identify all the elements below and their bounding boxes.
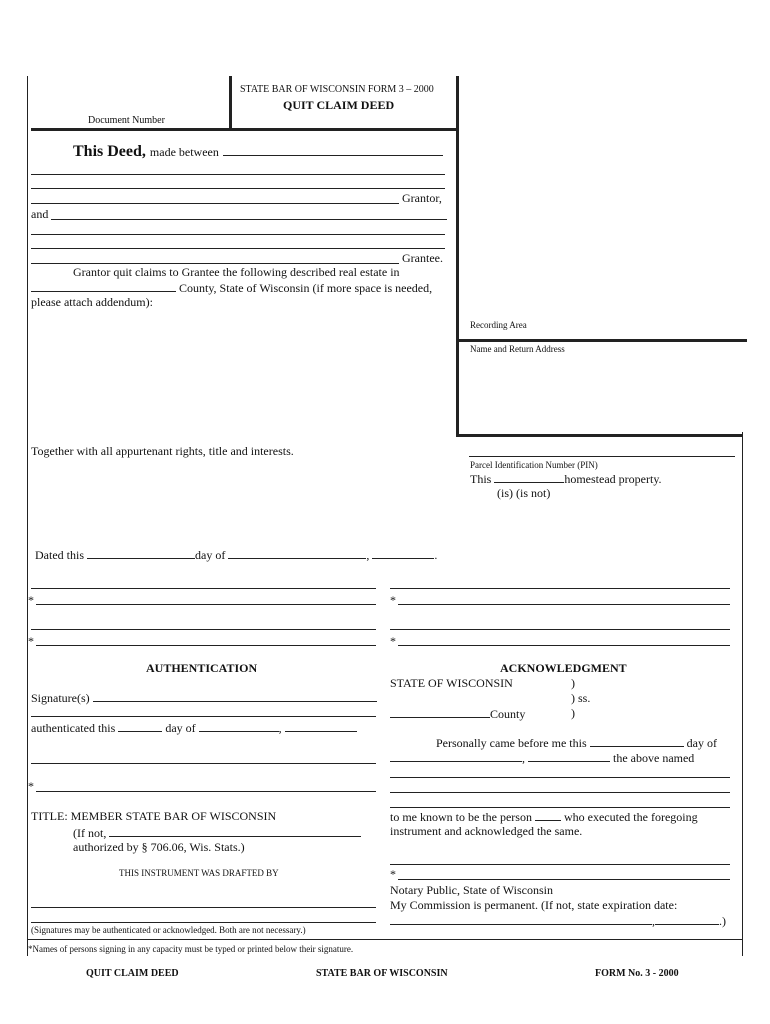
state-label: STATE OF WISCONSIN	[390, 676, 513, 690]
county-statement: County, State of Wisconsin (if more space is needed,	[179, 281, 433, 295]
auth-printed-name[interactable]	[36, 791, 376, 792]
footer-right: FORM No. 3 - 2000	[595, 968, 679, 979]
known-label: to me known to be the person	[390, 810, 532, 824]
drafted-by-line-1[interactable]	[31, 907, 376, 908]
this-deed-label: This Deed,	[73, 143, 146, 160]
asterisk-right-2: *	[390, 634, 396, 648]
dated-month-field[interactable]	[228, 547, 366, 559]
above-named-line	[390, 750, 694, 766]
drafted-by-line-2[interactable]	[31, 922, 376, 923]
ack-name-line-1[interactable]	[390, 777, 730, 778]
county-paren: )	[571, 706, 575, 720]
footer-center: STATE BAR OF WISCONSIN	[316, 968, 448, 979]
ack-county-line	[390, 706, 525, 722]
dated-this-label: Dated this	[35, 548, 84, 562]
notary-printed-name[interactable]	[398, 879, 730, 880]
auth-day-field[interactable]	[118, 720, 162, 732]
printed-name-right-2[interactable]	[398, 645, 730, 646]
this-label: This	[470, 472, 492, 486]
auth-comma: ,	[278, 721, 282, 735]
ss-label: ) ss.	[571, 691, 591, 705]
if-not-label: (If not,	[73, 826, 107, 840]
expiration-date-field[interactable]	[390, 913, 652, 925]
authenticated-line	[31, 720, 357, 736]
pin-label: Parcel Identification Number (PIN)	[470, 460, 598, 470]
ack-month-field[interactable]	[390, 750, 522, 762]
header-divider	[229, 76, 232, 128]
dated-year-field[interactable]	[372, 547, 434, 559]
member-title: TITLE: MEMBER STATE BAR OF WISCONSIN	[31, 809, 277, 823]
commission-label: My Commission is permanent. (If not, state expiration date:	[390, 898, 678, 912]
asterisk-auth: *	[28, 779, 34, 793]
ack-day-field[interactable]	[590, 735, 684, 747]
homestead-line	[470, 471, 662, 487]
signatures-line	[31, 690, 377, 706]
ack-name-line-3[interactable]	[390, 807, 730, 808]
asterisk-right-1: *	[390, 593, 396, 607]
ack-comma: ,	[522, 751, 525, 765]
printed-name-left-2[interactable]	[36, 645, 376, 646]
this-deed-line	[73, 143, 443, 161]
grantor-label: Grantor,	[402, 191, 442, 205]
asterisk-left-2: *	[28, 634, 34, 648]
expiration-line	[390, 913, 726, 929]
grantor-name-field[interactable]	[223, 144, 443, 156]
printed-name-right-1[interactable]	[398, 604, 730, 605]
auth-year-field[interactable]	[285, 720, 357, 732]
known-line	[390, 809, 698, 825]
printed-name-left-1[interactable]	[36, 604, 376, 605]
document-number-rule	[31, 128, 457, 131]
asterisk-left-1: *	[28, 593, 34, 607]
signature-line-left-1[interactable]	[31, 588, 376, 589]
authentication-note: (Signatures may be authenticated or acknowledged. Both are not necessary.)	[31, 925, 306, 935]
instrument-line: instrument and acknowledged the same.	[390, 824, 583, 838]
homestead-field[interactable]	[494, 471, 564, 483]
authorized-by: authorized by § 706.06, Wis. Stats.)	[73, 840, 245, 854]
signatures-line-2[interactable]	[31, 716, 376, 717]
grantee-line-4[interactable]	[31, 263, 399, 264]
document-title: QUIT CLAIM DEED	[283, 98, 395, 112]
form-identifier: STATE BAR OF WISCONSIN FORM 3 – 2000	[240, 84, 434, 95]
personally-line	[436, 735, 717, 751]
footnote-rule	[27, 939, 743, 940]
ack-day-of-label: day of	[686, 736, 717, 750]
state-paren: )	[571, 676, 575, 690]
person-count-field[interactable]	[535, 809, 561, 821]
expiration-close: .)	[719, 914, 726, 928]
name-return-address-label: Name and Return Address	[470, 344, 565, 354]
auth-day-of-label: day of	[165, 721, 196, 735]
ack-county-label: County	[490, 707, 526, 721]
county-field[interactable]	[31, 280, 176, 292]
dated-period: .	[434, 548, 438, 562]
asterisk-notary: *	[390, 867, 396, 881]
executed-label: who executed the foregoing	[563, 810, 698, 824]
grantee-line-1[interactable]	[51, 219, 447, 220]
right-border	[742, 432, 743, 956]
personally-label: Personally came before me this	[436, 736, 587, 750]
recording-area-label: Recording Area	[470, 320, 527, 330]
signature-line-right-1[interactable]	[390, 588, 730, 589]
homestead-label: homestead property.	[564, 472, 662, 486]
pin-field[interactable]	[469, 456, 735, 457]
ack-year-field[interactable]	[528, 750, 610, 762]
and-label: and	[31, 207, 49, 221]
grantor-line-3[interactable]	[31, 188, 445, 189]
made-between-label: made between	[149, 145, 219, 159]
signature-line-left-2[interactable]	[31, 629, 376, 630]
auth-signature-line[interactable]	[31, 763, 376, 764]
signature-line-right-2[interactable]	[390, 629, 730, 630]
ack-county-field[interactable]	[390, 706, 490, 718]
document-number-label: Document Number	[88, 115, 165, 126]
dated-comma: ,	[366, 548, 370, 562]
left-border	[27, 76, 28, 956]
authentication-heading: AUTHENTICATION	[146, 661, 258, 675]
footer-left: QUIT CLAIM DEED	[86, 968, 179, 979]
expiration-comma: ,	[652, 914, 655, 928]
dated-day-of-label: day of	[195, 548, 226, 562]
grantor-line-4[interactable]	[31, 203, 399, 204]
authenticated-this-label: authenticated this	[31, 721, 116, 735]
acknowledgment-heading: ACKNOWLEDGMENT	[500, 661, 627, 675]
is-not-options: (is) (is not)	[497, 486, 551, 500]
auth-month-field[interactable]	[199, 720, 279, 732]
recording-area-rule	[459, 339, 747, 342]
if-not-line	[73, 825, 361, 841]
above-named-label: the above named	[613, 751, 695, 765]
appurtenant-rights-text: Together with all appurtenant rights, title and interests.	[31, 444, 294, 458]
addendum-instruction: please attach addendum):	[31, 295, 153, 309]
grantee-label: Grantee.	[402, 251, 443, 265]
names-footnote: *Names of persons signing in any capacity must be typed or printed below their signature.	[28, 944, 354, 954]
dated-line	[35, 547, 437, 563]
grantee-line-3[interactable]	[31, 248, 445, 249]
recording-box-bottom	[456, 434, 742, 437]
dated-day-field[interactable]	[87, 547, 195, 559]
if-not-field[interactable]	[109, 825, 361, 837]
grantee-line-2[interactable]	[31, 234, 445, 235]
signatures-field[interactable]	[93, 690, 377, 702]
expiration-year-field[interactable]	[655, 913, 719, 925]
notary-signature-line[interactable]	[390, 864, 730, 865]
ack-name-line-2[interactable]	[390, 792, 730, 793]
notary-public-label: Notary Public, State of Wisconsin	[390, 883, 553, 897]
county-line	[31, 280, 432, 296]
grant-statement: Grantor quit claims to Grantee the following described real estate in	[73, 265, 400, 279]
grantor-line-2[interactable]	[31, 174, 445, 175]
signatures-label: Signature(s)	[31, 691, 90, 705]
drafted-by-label: THIS INSTRUMENT WAS DRAFTED BY	[119, 868, 279, 878]
